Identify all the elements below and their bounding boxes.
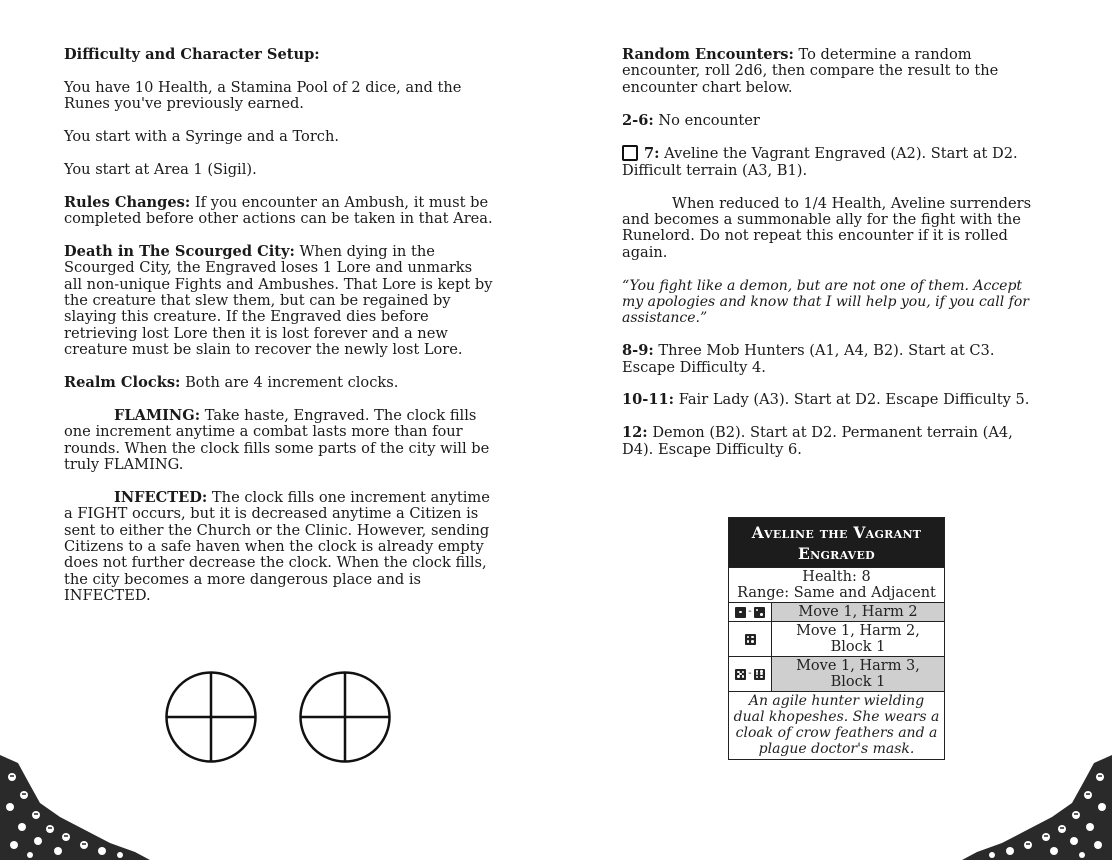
card-description: An agile hunter wielding dual khopeshes. She wears a cloak of crow feathers and a plague doctor's mask. [729,691,944,759]
die-four-icon [745,634,756,645]
setup-items-text: You start with a Syringe and a Torch. [64,128,340,145]
card-row [729,656,944,691]
die-two-icon [754,607,765,618]
encounter-12-text: Demon (B2). Start at D2. Permanent terrain (A4, D4). Escape Difficulty 6. [622,424,1013,458]
encounter-8-9-text: Three Mob Hunters (A1, A4, B2). Start at C3. Escape Difficulty 4. [622,342,995,376]
die-six-icon [754,669,765,680]
card-row [729,621,944,656]
die-five-icon [735,669,746,680]
dice-range: - [729,657,772,691]
encounter-10-11 [622,392,1047,408]
random-encounters-text: To determine a random encounter, roll 2d6, then compare the result to the encounter chart below. [622,46,999,96]
death-label: Death in The Scourged City: [64,242,295,260]
setup-health-text: You have 10 Health, a Stamina Pool of 2 dice, and the Runes you've previously earned. [64,78,462,113]
setup-heading: Difficulty and Character Setup: [64,46,320,63]
infected-label: INFECTED: [114,488,208,506]
encounter-7-label: 7: [644,145,660,163]
die-one-icon [735,607,746,618]
encounter-8-9-label: 8-9: [622,342,654,360]
encounter-7-quote: “You fight like a demon, but are not one of them. Accept my apologies and know that I will help you, if you call for assistance.” [622,277,1029,327]
right-column [622,47,1047,474]
random-encounters-paragraph [622,47,1047,96]
card-row [729,602,944,621]
card-health: Health: 8 [802,569,871,585]
encounter-12-label: 12: [622,424,648,442]
rules-changes-paragraph [64,195,494,228]
card-action: Move 1, Harm 2 [772,603,944,621]
setup-start-text: You start at Area 1 (Sigil). [64,160,257,178]
encounter-2-6-label: 2-6: [622,111,654,129]
flaming-paragraph [64,408,494,474]
card-action: Move 1, Harm 3, Block 1 [772,657,944,691]
encounter-7-checkbox[interactable] [622,145,638,161]
dice-range [729,622,772,656]
left-column [64,47,494,621]
encounter-7 [622,145,1047,179]
encounter-2-6 [622,113,1047,129]
rules-changes-label: Rules Changes: [64,193,191,211]
skull-pile-right-decoration [962,755,1112,860]
encounter-7-surrender: When reduced to 1/4 Health, Aveline surrenders and becomes a summonable ally for the fight with the Runelord. Do not repeat this encounter if it is rolled again. [622,194,1032,261]
infected-clock[interactable] [298,670,392,764]
flaming-clock[interactable] [164,670,258,764]
encounter-7-text: Aveline the Vagrant Engraved (A2). Start at D2. Difficult terrain (A3, B1). [622,145,1018,179]
flaming-label: FLAMING: [114,406,201,424]
infected-text: The clock fills one increment anytime a FIGHT occurs, but it is decreased anytime a Citizen is sent to either the Church or the Clinic. However, sending Citizens to a safe haven when the clock is already empty does not further decrease the clock. When the clock fills, the city becomes a more dangerous place and is INFECTED. [64,488,490,605]
card-stats [729,567,944,602]
card-title: Aveline the Vagrant Engraved [729,518,944,567]
encounter-2-6-text: No encounter [653,111,760,129]
card-action: Move 1, Harm 2, Block 1 [796,623,920,655]
skull-pile-left-decoration [0,755,150,860]
realm-clocks-label: Realm Clocks: [64,374,181,392]
realm-clocks-paragraph [64,375,494,391]
dice-range: - [729,603,772,621]
encounter-10-11-text: Fair Lady (A3). Start at D2. Escape Difficulty 5. [674,391,1030,409]
death-paragraph [64,244,494,359]
encounter-10-11-label: 10-11: [622,391,675,409]
encounter-12 [622,425,1047,458]
flaming-text: Take haste, Engraved. The clock fills one increment anytime a combat lasts more than four rounds. When the clock fills some parts of the city will be truly FLAMING. [64,406,490,474]
rules-changes-text: If you encounter an Ambush, it must be completed before other actions can be taken in that Area. [64,193,493,227]
realm-clocks-text: Both are 4 increment clocks. [180,374,399,392]
random-encounters-label: Random Encounters: [622,46,794,63]
encounter-8-9 [622,343,1047,376]
aveline-stat-card [728,517,945,760]
death-text: When dying in the Scourged City, the Engraved loses 1 Lore and unmarks all non-unique Fights and Ambushes. That Lore is kept by the creature that slew them, but can be regained by slaying this creature. If the Engraved dies before retrieving lost Lore then it is lost forever and a new creature must be slain to recover the newly lost Lore. [64,242,493,359]
card-range: Range: Same and Adjacent [737,585,936,601]
infected-paragraph [64,490,494,605]
